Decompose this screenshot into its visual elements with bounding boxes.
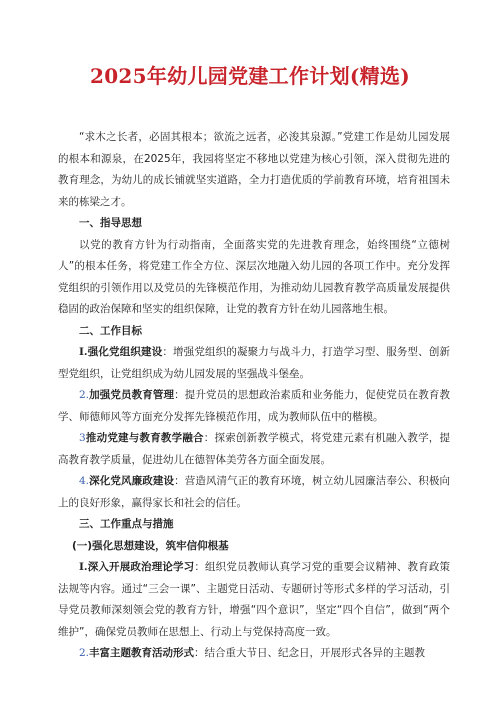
item-number: 2. <box>79 389 90 401</box>
item-text: ：营造风清气正的教育环境，树立幼儿园廉洁奉公、积极向上的良好形象，赢得家长和社会的信任。 <box>58 475 451 509</box>
item-number: 3 <box>79 432 86 444</box>
item-title: 深入开展政治理论学习 <box>87 561 195 573</box>
goal-item-4 <box>58 471 450 514</box>
subsection-heading-ideological-building: (一)强化思想建设，筑牢信仰根基 <box>72 539 229 552</box>
document-title: 2025年幼儿园党建工作计划(精选) <box>90 64 410 88</box>
item-text: ：结合重大节日、纪念日，开展形式各异的主题教 <box>194 647 426 659</box>
item-title: 强化党组织建设 <box>87 346 163 358</box>
document-body <box>58 127 450 665</box>
item-number: I. <box>79 346 88 358</box>
measure-item-2 <box>58 643 450 665</box>
item-text: ：提升党员的思想政治素质和业务能力，促使党员在教育教学、师德师风等方面充分发挥先锋模范作用，成为教师队伍中的楷模。 <box>58 389 451 423</box>
goal-item-3 <box>58 428 450 471</box>
item-text: ：探索创新教学模式，将党建元素有机融入教学，提高教育教学质量，促进幼儿在德智体美劳各方面全面发展。 <box>58 432 451 466</box>
item-number: 2. <box>79 647 90 659</box>
item-title: 推动党建与教育教学融合 <box>85 432 204 444</box>
goal-item-2 <box>58 385 450 428</box>
guiding-ideology-paragraph: 以党的教育方针为行动指南，全面落实党的先进教育理念，始终围绕“立德树人”的根本任务，将党建工作全方位、深层次地融入幼儿园的各项工作中。充分发挥党组织的引领作用以及党员的先锋模范作用，为推动幼儿园教育教学高质量发展提供稳固的政治保障和坚实的组织保障，让党的教育方针在幼儿园落地生根。 <box>58 238 450 315</box>
section-heading-key-tasks: 三、工作重点与措施 <box>79 518 174 530</box>
intro-paragraph: “求木之长者，必固其根本；欲流之远者，必浚其泉源。”党建工作是幼儿园发展的根本和源泉，在2025年，我园将坚定不移地以党建为核心引领，深入贯彻先进的教育理念，为幼儿的成长铺就坚实道路，全力打造优质的学前教育环境，培育祖国未来的栋梁之才。 <box>58 131 450 208</box>
goal-item-1 <box>58 342 450 385</box>
item-text: ：增强党组织的凝聚力与战斗力，打造学习型、服务型、创新型党组织，让党组织成为幼儿园发展的坚强战斗堡垒。 <box>58 346 451 380</box>
item-title: 加强党员教育管理 <box>89 389 175 401</box>
item-text: ：组织党员教师认真学习党的重要会议精神、教育政策法规等内容。通过“三会一课”、主题党日活动、专题研讨等形式多样的学习活动，引导党员教师深刻领会党的教育方针，增强“四个意识”，坚定“四个自信”，做到“两个维护”，确保党员教师在思想上、行动上与党保持高度一致。 <box>58 561 451 638</box>
measure-item-1 <box>58 557 450 643</box>
item-number: I. <box>79 561 88 573</box>
item-title: 丰富主题教育活动形式 <box>89 647 195 659</box>
item-title: 深化党风廉政建设 <box>89 475 175 487</box>
section-heading-guiding-ideology: 一、指导思想 <box>79 217 142 229</box>
item-number: 4. <box>79 475 90 487</box>
section-heading-work-goals: 二、工作目标 <box>79 324 142 337</box>
